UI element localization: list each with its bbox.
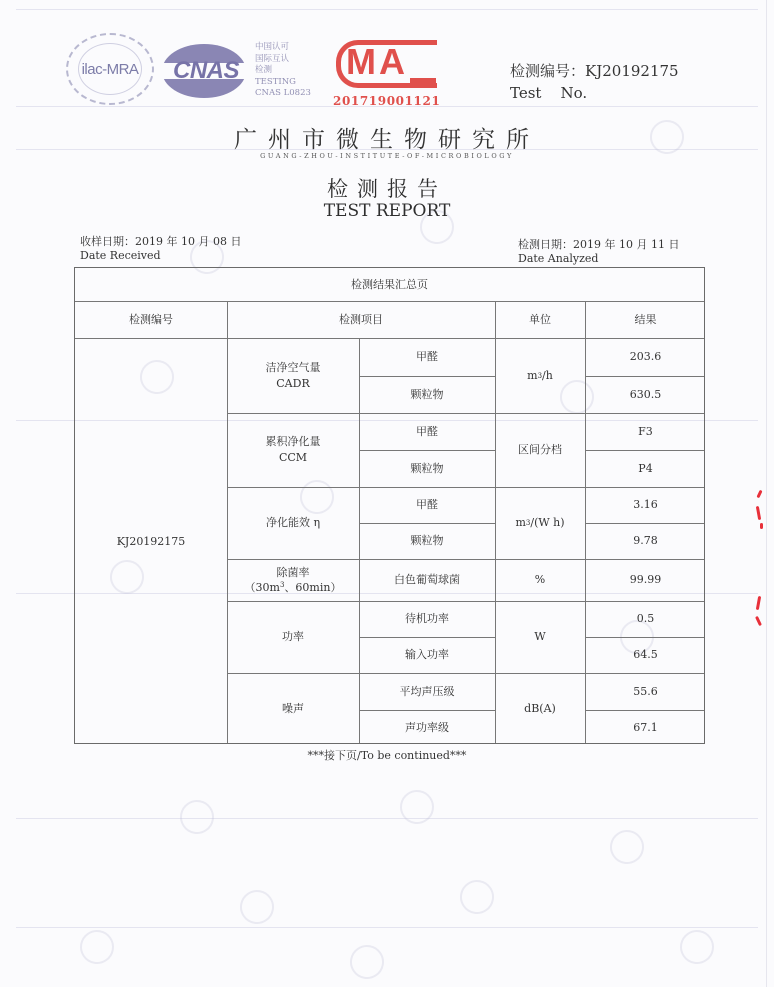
- test-number-value: KJ20192175: [585, 62, 679, 80]
- cnas-logo-text: CNAS: [172, 57, 239, 84]
- unit-cell: %: [534, 573, 546, 586]
- result-value: 64.5: [633, 648, 658, 661]
- date-received: [80, 235, 241, 263]
- result-value: 67.1: [633, 720, 658, 734]
- watermark-icon: [233, 883, 280, 930]
- item-condition: （$30m^3$、60min）: [244, 581, 342, 594]
- date-analyzed-label: Date Analyzed: [518, 252, 599, 265]
- item-name: 除菌率: [276, 566, 310, 579]
- column-header-unit: 单位: [529, 312, 551, 326]
- test-number-label: 检测编号：: [510, 62, 586, 80]
- date-received-value: 收样日期：2019 年 10 月 08 日: [80, 235, 242, 248]
- watermark-icon: [343, 938, 390, 985]
- ilac-logo-text: ilac-MRA: [81, 60, 139, 78]
- item-name-en: CADR: [276, 376, 310, 390]
- seal-mark: [756, 490, 762, 499]
- report-title-en: TEST REPORT: [323, 201, 451, 221]
- paper-rule: [16, 818, 758, 819]
- sub-item: 输入功率: [405, 648, 449, 661]
- cnas-caption: [255, 42, 311, 100]
- table-row-group: [227, 559, 359, 601]
- cma-logo-text: MA: [346, 41, 408, 82]
- seal-mark: [756, 506, 761, 520]
- ilac-ring: [78, 43, 142, 95]
- sub-item: 甲醛: [416, 424, 438, 438]
- paper-rule: [16, 9, 758, 10]
- cma-number: 201719001121: [333, 94, 441, 108]
- result-value: P4: [638, 461, 653, 475]
- seal-mark: [760, 523, 763, 529]
- cnas-caption-line: 检测: [255, 65, 273, 75]
- sub-item: 颗粒物: [410, 534, 444, 547]
- sub-item: 甲醛: [416, 350, 438, 363]
- institute-name: 广州市微生物研究所: [234, 127, 540, 153]
- ilac-mra-logo: [66, 33, 154, 105]
- date-received-label: Date Received: [80, 249, 161, 262]
- cnas-caption-line: CNAS L0823: [255, 88, 311, 98]
- result-value: 99.99: [629, 573, 662, 586]
- cnas-caption-line: 国际互认: [255, 53, 290, 64]
- test-number-label-en: Test No.: [510, 84, 588, 102]
- watermark-icon: [393, 783, 440, 830]
- unit-cell: W: [534, 630, 546, 643]
- result-value: 3.16: [633, 498, 658, 511]
- seal-mark: [755, 616, 762, 626]
- report-title: 检测报告: [327, 177, 447, 201]
- unit-cell: 区间分档: [518, 443, 562, 456]
- sub-item: 甲醛: [416, 498, 438, 511]
- sub-item: 颗粒物: [410, 461, 444, 475]
- item-name: 功率: [282, 630, 304, 643]
- watermark-icon: [603, 823, 650, 870]
- date-analyzed: [518, 238, 679, 266]
- table-row-group: [227, 338, 359, 413]
- date-analyzed-value: 检测日期：2019 年 10 月 11 日: [518, 238, 680, 251]
- paper-rule: [16, 927, 758, 928]
- unit-cell: dB(A): [524, 702, 556, 715]
- watermark-icon: [453, 873, 500, 920]
- cnas-caption-line: 中国认可: [255, 42, 290, 52]
- sub-item: 颗粒物: [410, 387, 444, 401]
- result-value: 55.6: [633, 684, 658, 698]
- seal-mark: [756, 596, 761, 610]
- unit-cell: m 3 /h: [527, 368, 553, 382]
- table-caption: 检测结果汇总页: [351, 277, 428, 291]
- column-header-sample-id: 检测编号: [129, 312, 173, 326]
- table-row-group: [227, 413, 359, 487]
- unit-cell: m 3 /(W h): [515, 516, 565, 529]
- result-value: 203.6: [629, 350, 662, 363]
- cnas-caption-line: TESTING: [255, 76, 296, 87]
- column-header-result: 结果: [634, 312, 657, 326]
- cnas-logo: [162, 44, 248, 98]
- item-name: 洁净空气量: [265, 360, 321, 374]
- result-value: F3: [638, 424, 653, 438]
- sample-id-cell: KJ20192175: [116, 534, 186, 548]
- item-name: 噪声: [282, 702, 304, 715]
- item-name: 累积净化量: [265, 435, 321, 448]
- result-value: 630.5: [629, 387, 662, 401]
- column-header-test-item: 检测项目: [339, 312, 383, 326]
- continued-note: ***接下页/To be continued***: [307, 749, 467, 762]
- test-number-block: [510, 60, 679, 104]
- result-value: 9.78: [633, 534, 658, 547]
- results-summary-table: [74, 267, 705, 744]
- result-value: 0.5: [636, 612, 655, 625]
- watermark-icon: [673, 923, 720, 970]
- item-name: 净化能效 η: [265, 516, 321, 529]
- sub-item: 平均声压级: [399, 684, 455, 698]
- sub-item: 声功率级: [405, 720, 449, 734]
- sub-item: 白色葡萄球菌: [394, 573, 460, 586]
- sub-item: 待机功率: [405, 612, 449, 625]
- watermark-icon: [173, 793, 220, 840]
- watermark-icon: [73, 923, 120, 970]
- institute-name-en: GUANG-ZHOU-INSTITUTE-OF-MICROBIOLOGY: [260, 152, 514, 160]
- item-name-en: CCM: [278, 451, 308, 464]
